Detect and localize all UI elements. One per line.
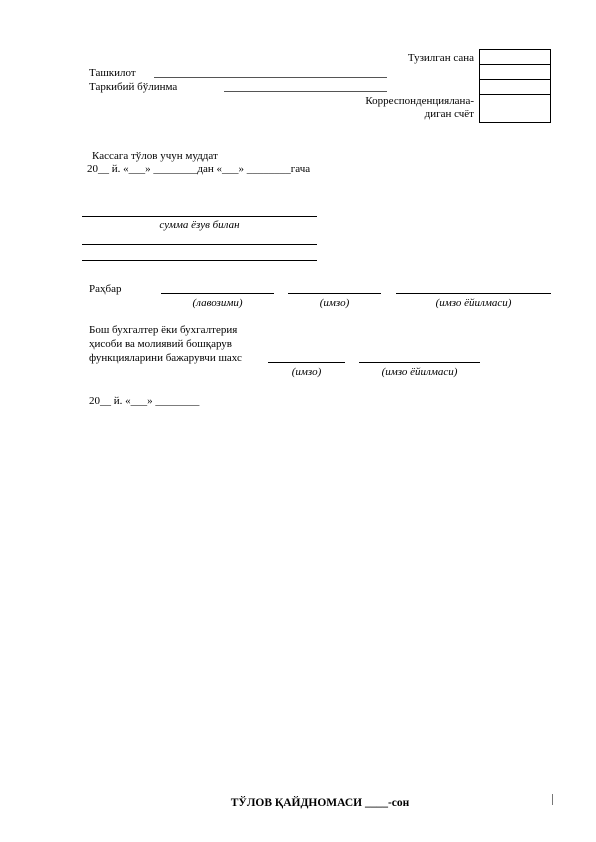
date-label: Тузилган сана [407,52,474,64]
organization-code-cell[interactable] [480,65,551,80]
organization-label: Ташкилот [89,67,136,79]
manager-signature-caption: (имзо) [319,297,350,309]
accountant-label-line3: функцияларини бажарувчи шахс [89,352,242,364]
accountant-decoding-field[interactable] [359,362,480,363]
period-label: Кассага тўлов учун муддат [92,150,218,162]
correspondent-account-cell[interactable] [480,95,551,123]
amount-words-line-3[interactable] [82,260,317,261]
manager-decoding-field[interactable] [396,293,551,294]
accountant-signature-caption: (имзо) [291,366,322,378]
manager-signature-field[interactable] [288,293,381,294]
page-edge-tick [552,794,553,805]
document-date[interactable]: 20__ й. «___» ________ [89,395,200,407]
date-code-cell[interactable] [480,50,551,65]
amount-words-line-1[interactable] [82,216,317,217]
manager-decoding-caption: (имзо ёйилмаси) [435,297,512,309]
period-range[interactable]: 20__ й. «___» ________дан «___» ________гача [87,163,311,175]
subdivision-code-cell[interactable] [480,80,551,95]
amount-words-line-2[interactable] [82,244,317,245]
correspondent-label-line2: диган счёт [424,108,474,120]
organization-field[interactable] [154,77,387,78]
manager-position-field[interactable] [161,293,274,294]
manager-position-caption: (лавозими) [192,297,243,309]
correspondent-label-line1: Корреспонденциялана- [365,95,474,107]
accountant-decoding-caption: (имзо ёйилмаси) [381,366,458,378]
accountant-signature-field[interactable] [268,362,345,363]
code-boxes-table [479,49,551,123]
accountant-label-line1: Бош бухгалтер ёки бухгалтерия [89,324,238,336]
amount-caption: сумма ёзув билан [159,219,240,231]
accountant-label-line2: ҳисоби ва молиявий бошқарув [89,338,232,350]
manager-label: Раҳбар [89,283,122,295]
footer-title: ТЎЛОВ ҚАЙДНОМАСИ ____-сон [230,797,410,809]
subdivision-label: Таркибий бўлинма [89,81,178,93]
subdivision-field[interactable] [224,91,387,92]
